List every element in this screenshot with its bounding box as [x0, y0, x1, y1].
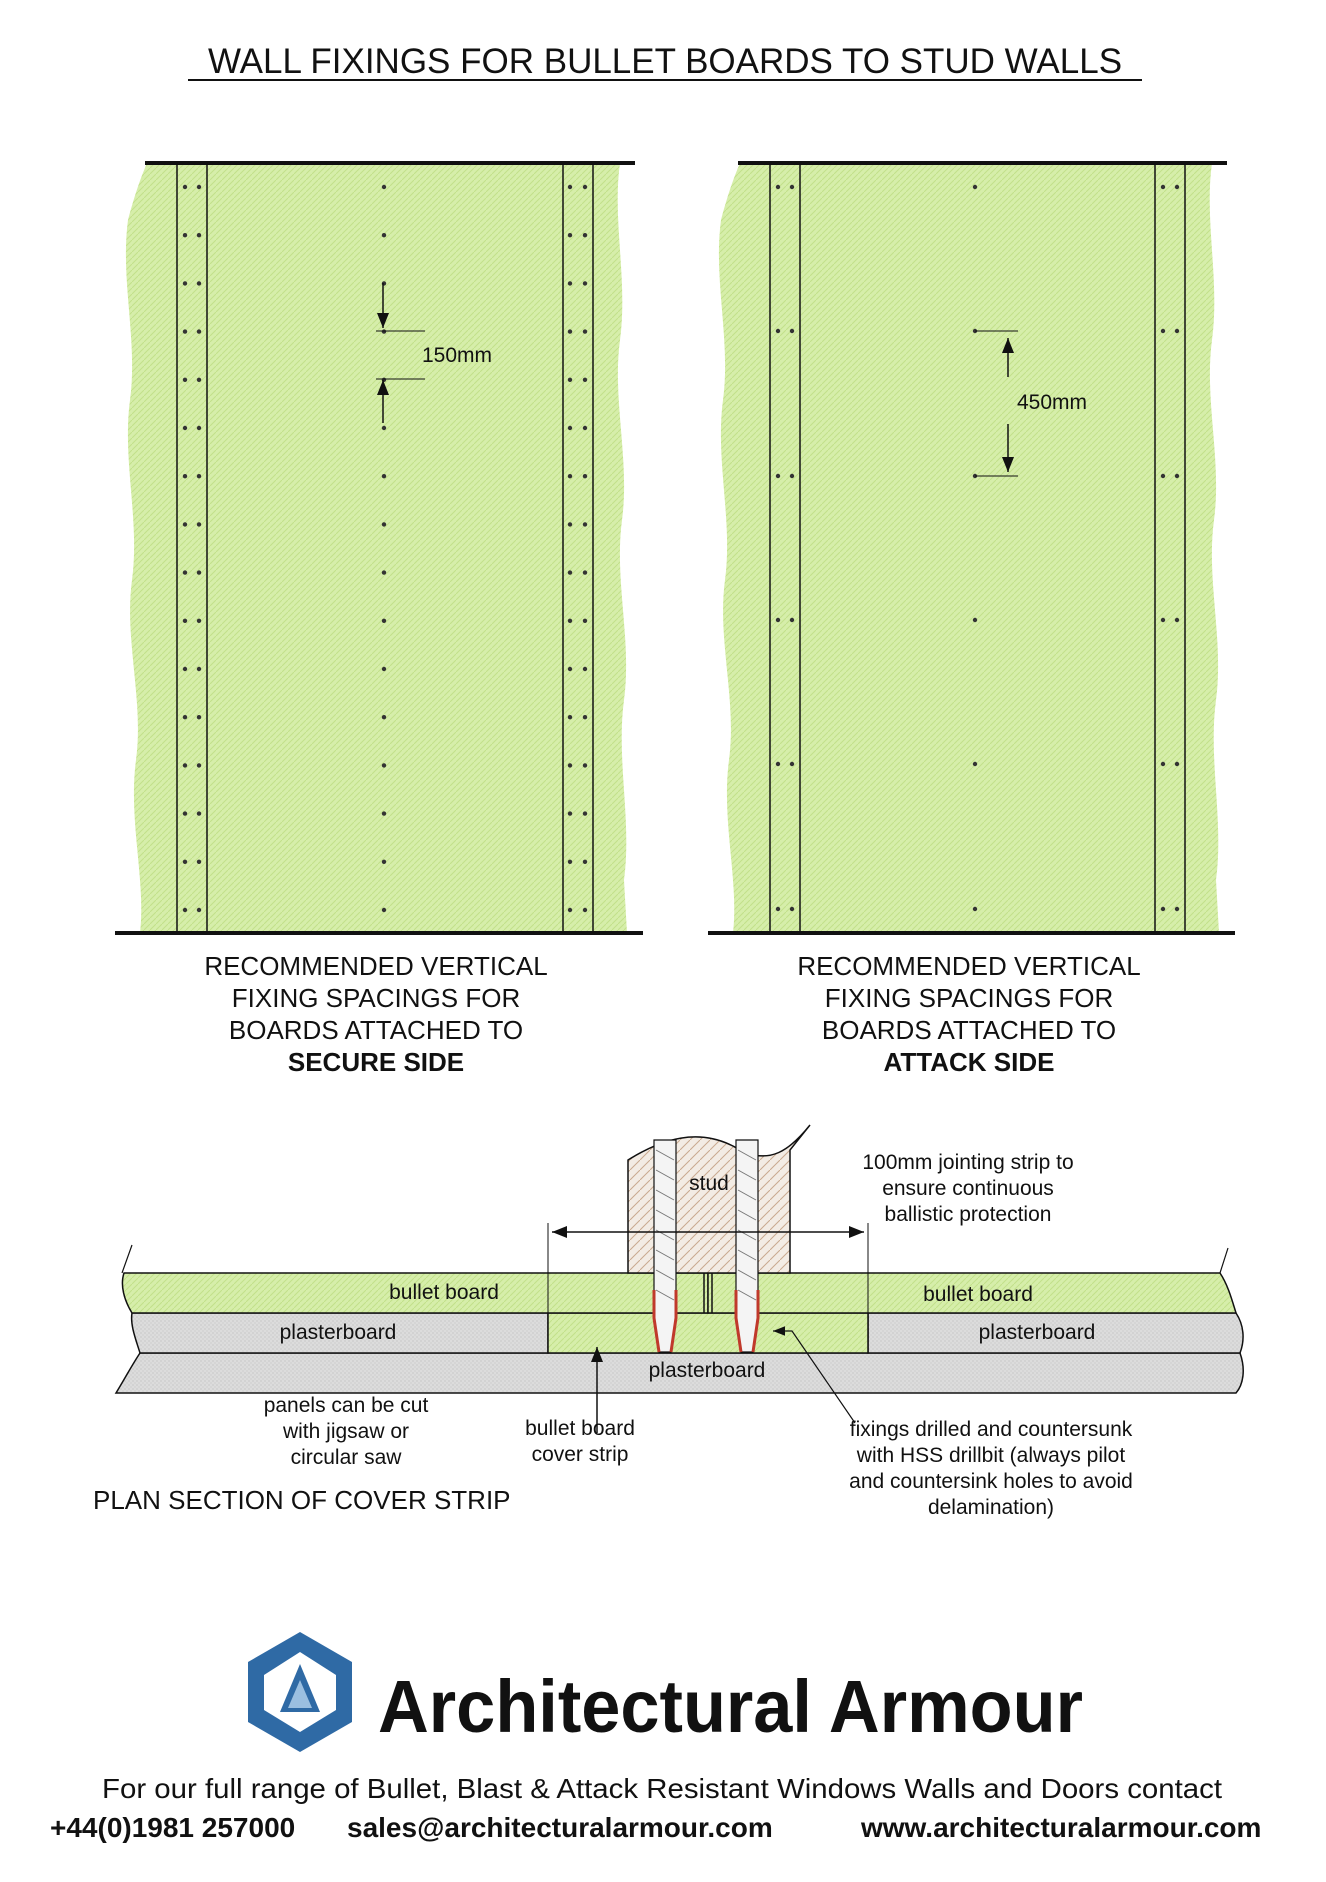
fixing-dot — [183, 281, 187, 285]
fixing-dot — [776, 185, 780, 189]
fixing-dot — [568, 233, 572, 237]
fixing-dot — [183, 378, 187, 382]
fixing-dot — [790, 762, 794, 766]
fixing-dot — [1175, 762, 1179, 766]
fixing-dot — [776, 907, 780, 911]
fixing-dot — [583, 860, 587, 864]
fixing-dot — [183, 426, 187, 430]
fixing-screw — [736, 1140, 758, 1352]
svg-text:cover strip: cover strip — [531, 1443, 629, 1466]
plasterboard-label-bottom: plasterboard — [648, 1359, 766, 1382]
fixing-dot — [382, 908, 386, 912]
plan-section — [93, 1125, 1243, 1519]
fixing-dot — [1161, 185, 1165, 189]
svg-text:panels can be cut: panels can be cut — [263, 1394, 429, 1417]
fixing-dot — [382, 619, 386, 623]
bullet-board-label-right: bullet board — [923, 1283, 1033, 1306]
elevation-secure-side — [115, 163, 643, 933]
fixing-dot — [1175, 618, 1179, 622]
fixing-dot — [776, 329, 780, 333]
fixing-dot — [583, 667, 587, 671]
svg-text:circular saw: circular saw — [290, 1446, 402, 1469]
bullet-board-panel — [126, 163, 627, 933]
fixing-dot — [1161, 907, 1165, 911]
fixing-dot — [382, 763, 386, 767]
fixing-dot — [1175, 329, 1179, 333]
brand-name: Architectural Armour — [378, 1665, 1083, 1748]
fixing-dot — [568, 570, 572, 574]
bullet-board-panel — [719, 163, 1219, 933]
fixing-dot — [382, 522, 386, 526]
section-title: PLAN SECTION OF COVER STRIP — [93, 1485, 511, 1515]
fixing-dot — [776, 762, 780, 766]
page-title: WALL FIXINGS FOR BULLET BOARDS TO STUD WALLS — [207, 42, 1123, 81]
fixing-dot — [568, 619, 572, 623]
fixing-dot — [1161, 762, 1165, 766]
svg-text:RECOMMENDED VERTICAL: RECOMMENDED VERTICAL — [204, 951, 548, 981]
fixing-dot — [973, 618, 977, 622]
fixing-dot — [568, 908, 572, 912]
cover-strip — [548, 1313, 868, 1353]
fixing-dot — [973, 907, 977, 911]
fixing-dot — [973, 185, 977, 189]
fixing-dot — [183, 619, 187, 623]
svg-text:and countersink holes to avoid: and countersink holes to avoid — [849, 1470, 1133, 1493]
fixing-dot — [568, 329, 572, 333]
fixing-dot — [568, 763, 572, 767]
fixing-dot — [583, 522, 587, 526]
fixing-dot — [790, 618, 794, 622]
fixing-dot — [973, 762, 977, 766]
fixing-dot — [197, 811, 201, 815]
fixing-dot — [183, 763, 187, 767]
fixing-dot — [776, 618, 780, 622]
fixing-dot — [183, 233, 187, 237]
fixing-dot — [583, 378, 587, 382]
fixing-dot — [583, 570, 587, 574]
fixing-dot — [1161, 618, 1165, 622]
fixing-dot — [197, 378, 201, 382]
elevation-attack-side — [708, 163, 1235, 933]
svg-text:delamination): delamination) — [927, 1496, 1055, 1519]
fixing-dot — [197, 860, 201, 864]
fixing-dot — [583, 281, 587, 285]
svg-text:FIXING SPACINGS FOR: FIXING SPACINGS FOR — [824, 983, 1114, 1013]
fixing-dot — [183, 715, 187, 719]
fixing-dot — [790, 474, 794, 478]
svg-text:with jigsaw or: with jigsaw or — [282, 1420, 410, 1443]
fixing-dot — [583, 426, 587, 430]
fixing-dot — [382, 811, 386, 815]
fixing-dot — [197, 522, 201, 526]
fixing-dot — [197, 329, 201, 333]
fixing-dot — [790, 907, 794, 911]
fixing-dot — [183, 667, 187, 671]
fixing-dot — [197, 426, 201, 430]
fixing-dot — [568, 522, 572, 526]
fixing-dot — [382, 570, 386, 574]
cut-note — [264, 1394, 429, 1469]
fixing-dot — [568, 667, 572, 671]
fixing-dot — [568, 715, 572, 719]
plasterboard-label-right: plasterboard — [978, 1321, 1096, 1344]
fixing-dot — [568, 426, 572, 430]
fixing-dot — [183, 860, 187, 864]
svg-text:ensure continuous: ensure continuous — [882, 1177, 1054, 1200]
footer-website: www.architecturalarmour.com — [861, 1812, 1262, 1843]
jointing-strip-note — [862, 1151, 1073, 1226]
fixings-note — [849, 1418, 1133, 1519]
fixing-dot — [197, 908, 201, 912]
fixing-dot — [197, 233, 201, 237]
fixing-dot — [197, 667, 201, 671]
fixing-dot — [197, 474, 201, 478]
svg-text:ballistic protection: ballistic protection — [884, 1203, 1052, 1226]
fixing-dot — [790, 185, 794, 189]
fixing-dot — [583, 619, 587, 623]
fixing-dot — [568, 474, 572, 478]
dimension-label-450mm: 450mm — [1017, 391, 1088, 414]
footer-email: sales@architecturalarmour.com — [347, 1812, 773, 1843]
fixing-dot — [382, 426, 386, 430]
fixing-dot — [382, 329, 386, 333]
fixing-dot — [568, 811, 572, 815]
fixing-dot — [583, 185, 587, 189]
fixing-dot — [1161, 474, 1165, 478]
fixing-dot — [382, 233, 386, 237]
plasterboard-label-left: plasterboard — [279, 1321, 397, 1344]
dimension-label-150mm: 150mm — [422, 344, 493, 367]
bullet-board-label-left: bullet board — [389, 1281, 499, 1304]
fixing-dot — [1175, 185, 1179, 189]
fixing-dot — [583, 811, 587, 815]
fixing-dot — [583, 908, 587, 912]
fixing-dot — [197, 763, 201, 767]
fixing-dot — [382, 185, 386, 189]
fixing-screw — [654, 1140, 676, 1352]
fixing-dot — [583, 715, 587, 719]
fixing-dot — [183, 811, 187, 815]
fixing-dot — [183, 522, 187, 526]
stud-label: stud — [689, 1172, 729, 1195]
caption-secure-side — [204, 951, 547, 1077]
brand-logo — [248, 1632, 352, 1752]
cover-strip-note — [525, 1417, 635, 1466]
svg-text:FIXING SPACINGS FOR: FIXING SPACINGS FOR — [231, 983, 521, 1013]
fixing-dot — [183, 474, 187, 478]
fixing-dot — [197, 281, 201, 285]
fixing-dot — [1161, 329, 1165, 333]
footer-phone: +44(0)1981 257000 — [50, 1812, 296, 1843]
fixing-dot — [382, 667, 386, 671]
fixing-dot — [568, 281, 572, 285]
fixing-dot — [583, 763, 587, 767]
fixing-dot — [197, 570, 201, 574]
fixing-dot — [183, 908, 187, 912]
fixing-dot — [382, 715, 386, 719]
footer-tagline: For our full range of Bullet, Blast & Attack Resistant Windows Walls and Doors contact — [102, 1773, 1223, 1804]
svg-text:SECURE SIDE: SECURE SIDE — [287, 1047, 465, 1077]
fixing-dot — [583, 233, 587, 237]
fixing-dot — [183, 329, 187, 333]
fixing-dot — [790, 329, 794, 333]
caption-attack-side — [797, 951, 1140, 1077]
fixing-dot — [197, 619, 201, 623]
svg-text:BOARDS ATTACHED TO: BOARDS ATTACHED TO — [228, 1015, 524, 1045]
svg-text:bullet board: bullet board — [525, 1417, 635, 1440]
fixing-dot — [183, 570, 187, 574]
fixing-dot — [197, 185, 201, 189]
svg-text:BOARDS ATTACHED TO: BOARDS ATTACHED TO — [821, 1015, 1117, 1045]
fixing-dot — [382, 860, 386, 864]
fixing-dot — [568, 378, 572, 382]
fixing-dot — [583, 474, 587, 478]
svg-text:with HSS drillbit (always pilo: with HSS drillbit (always pilot — [856, 1444, 1126, 1467]
fixing-dot — [568, 860, 572, 864]
fixing-dot — [583, 329, 587, 333]
svg-text:ATTACK SIDE: ATTACK SIDE — [883, 1047, 1055, 1077]
fixing-dot — [1175, 907, 1179, 911]
fixing-dot — [568, 185, 572, 189]
fixing-dot — [197, 715, 201, 719]
fixing-dot — [382, 474, 386, 478]
svg-text:RECOMMENDED VERTICAL: RECOMMENDED VERTICAL — [797, 951, 1141, 981]
svg-text:100mm jointing strip to: 100mm jointing strip to — [862, 1151, 1074, 1174]
fixing-dot — [183, 185, 187, 189]
fixing-dot — [1175, 474, 1179, 478]
svg-text:fixings drilled and countersun: fixings drilled and countersunk — [849, 1418, 1133, 1441]
fixing-dot — [776, 474, 780, 478]
